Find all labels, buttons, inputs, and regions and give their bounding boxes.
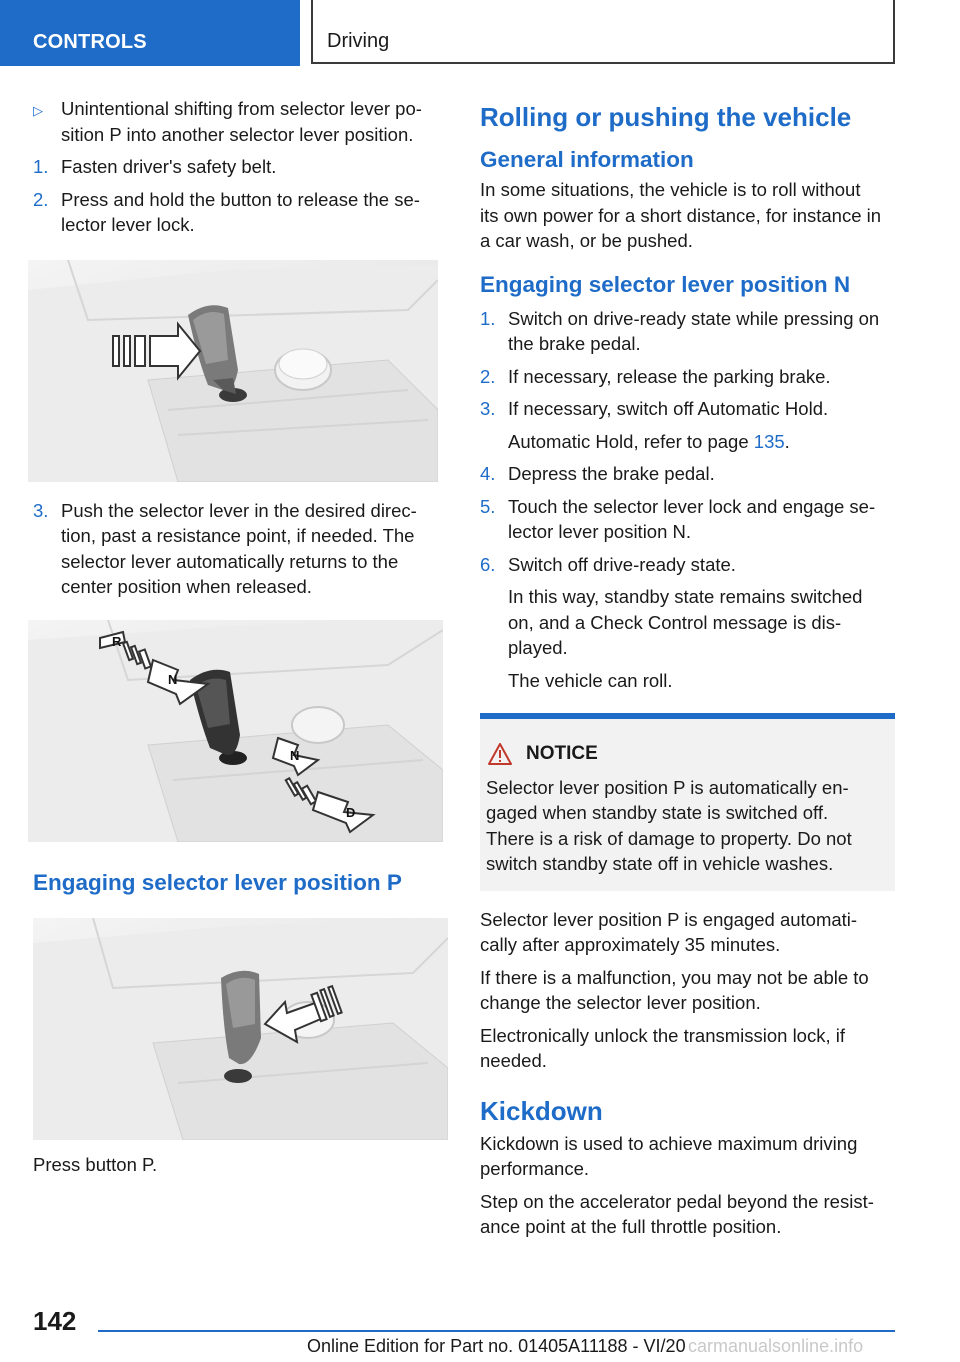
step-line: If necessary, switch off Automatic Hold. <box>508 398 829 419</box>
step-item <box>480 494 895 545</box>
figure-caption: Press button P. <box>33 1153 158 1175</box>
step-item <box>480 364 895 390</box>
subheading-position-n: Engaging selector lever position N <box>480 271 851 297</box>
step-line: Depress the brake pedal. <box>508 463 715 484</box>
step-item <box>480 396 895 422</box>
step-note <box>480 584 895 661</box>
step-number: 1. <box>33 156 49 177</box>
section-tab: CONTROLS <box>0 0 300 66</box>
paragraph <box>480 907 895 958</box>
note-line: played. <box>508 637 568 658</box>
notice-line: switch standby state off in vehicle washes. <box>486 853 834 874</box>
step-number: 4. <box>480 463 496 484</box>
paragraph <box>480 965 895 1016</box>
right-column <box>480 96 895 1247</box>
figure-lever-lock <box>28 260 438 482</box>
triangle-bullet-icon: ▷ <box>33 103 43 118</box>
step-number: 6. <box>480 553 496 575</box>
watermark: carmanualsonline.info <box>688 1336 864 1356</box>
ref-text: Automatic Hold, refer to page <box>508 430 754 452</box>
chapter-section-title: Rolling or pushing the vehicle <box>480 102 852 132</box>
para-line: a car wash, or be pushed. <box>480 230 693 251</box>
label-r: R <box>112 633 122 649</box>
step-number: 2. <box>480 365 496 387</box>
para-line: Selector lever position P is engaged automati- <box>480 908 858 930</box>
step-item <box>480 306 895 357</box>
step-line: tion, past a resistance point, if needed. The <box>61 525 415 546</box>
bullet-line: Unintentional shifting from selector lever po- <box>61 98 422 119</box>
para-line: cally after approximately 35 minutes. <box>480 934 781 955</box>
step-number: 3. <box>33 499 49 521</box>
chapter-title: Driving <box>311 0 895 64</box>
left-column <box>33 96 443 1184</box>
general-paragraph <box>480 177 895 254</box>
step-line: selector lever automatically returns to the <box>61 550 399 572</box>
step-number: 5. <box>480 495 496 517</box>
step-number: 1. <box>480 307 496 329</box>
note-line: In this way, standby state remains switched <box>508 586 863 607</box>
step-line: Press and hold the button to release the se- <box>61 188 420 210</box>
step-number: 3. <box>480 398 496 419</box>
subheading-general: General information <box>480 147 694 172</box>
bullet-line: sition P into another selector lever position. <box>61 123 414 145</box>
step-line: Touch the selector lever lock and engage se- <box>508 495 876 517</box>
page-footer <box>0 1290 960 1362</box>
para-line: If there is a malfunction, you may not be able to <box>480 966 869 988</box>
step-item <box>33 187 443 238</box>
label-d: D <box>346 804 356 820</box>
label-n-upper: N <box>168 671 178 687</box>
para-line: Step on the accelerator pedal beyond the resist- <box>480 1190 874 1212</box>
para-line: ance point at the full throttle position. <box>480 1216 782 1237</box>
step-item <box>33 498 443 600</box>
step-line: If necessary, release the parking brake. <box>508 365 831 387</box>
notice-box <box>480 713 895 891</box>
cross-reference <box>480 429 895 455</box>
para-line: Electronically unlock the transmission lock, if <box>480 1024 846 1046</box>
step-item <box>33 154 443 180</box>
note-line: on, and a Check Control message is dis- <box>508 611 842 633</box>
warning-triangle-icon <box>488 743 512 765</box>
step-line: Switch off drive-ready state. <box>508 553 736 575</box>
step-item <box>480 552 895 578</box>
step-note: The vehicle can roll. <box>508 669 673 691</box>
notice-line: Selector lever position P is automatically en- <box>486 776 849 798</box>
figure-button-p <box>33 918 448 1140</box>
para-line: In some situations, the vehicle is to roll without <box>480 179 861 200</box>
step-number: 2. <box>33 188 49 210</box>
step-item <box>480 461 895 487</box>
step-line: lector lever lock. <box>61 214 195 235</box>
step-line: lector lever position N. <box>508 521 692 542</box>
step-line: Push the selector lever in the desired direc- <box>61 499 417 521</box>
para-line: its own power for a short distance, for instance in <box>480 204 882 226</box>
kickdown-heading: Kickdown <box>480 1095 603 1126</box>
paragraph <box>480 1189 895 1240</box>
footer-rule <box>98 1330 895 1332</box>
ref-end: . <box>784 430 790 452</box>
label-n-lower: N <box>290 747 300 763</box>
notice-line: There is a risk of damage to property. Do not <box>486 827 852 849</box>
para-line: performance. <box>480 1158 589 1179</box>
step-line: Fasten driver's safety belt. <box>61 156 277 177</box>
step-line: center position when released. <box>61 576 312 597</box>
step-line: the brake pedal. <box>508 333 641 354</box>
page-header <box>0 0 960 66</box>
page-number: 142 <box>33 1306 77 1336</box>
bullet-item <box>33 96 443 147</box>
notice-line: gaged when standby state is switched off. <box>486 802 829 823</box>
edition-note: Online Edition for Part no. 01405A11188 - VI/20 <box>307 1336 686 1356</box>
notice-title: NOTICE <box>526 743 598 764</box>
paragraph <box>480 1131 895 1182</box>
notice-title-row <box>486 741 889 767</box>
section-heading: Engaging selector lever position P <box>33 869 402 895</box>
figure-shift-directions <box>28 620 443 842</box>
para-line: needed. <box>480 1050 547 1071</box>
para-line: change the selector lever position. <box>480 992 761 1013</box>
page-reference-link[interactable]: 135 <box>753 430 785 452</box>
paragraph <box>480 1023 895 1074</box>
para-line: Kickdown is used to achieve maximum driving <box>480 1132 858 1154</box>
step-line: Switch on drive-ready state while pressing on <box>508 307 880 329</box>
